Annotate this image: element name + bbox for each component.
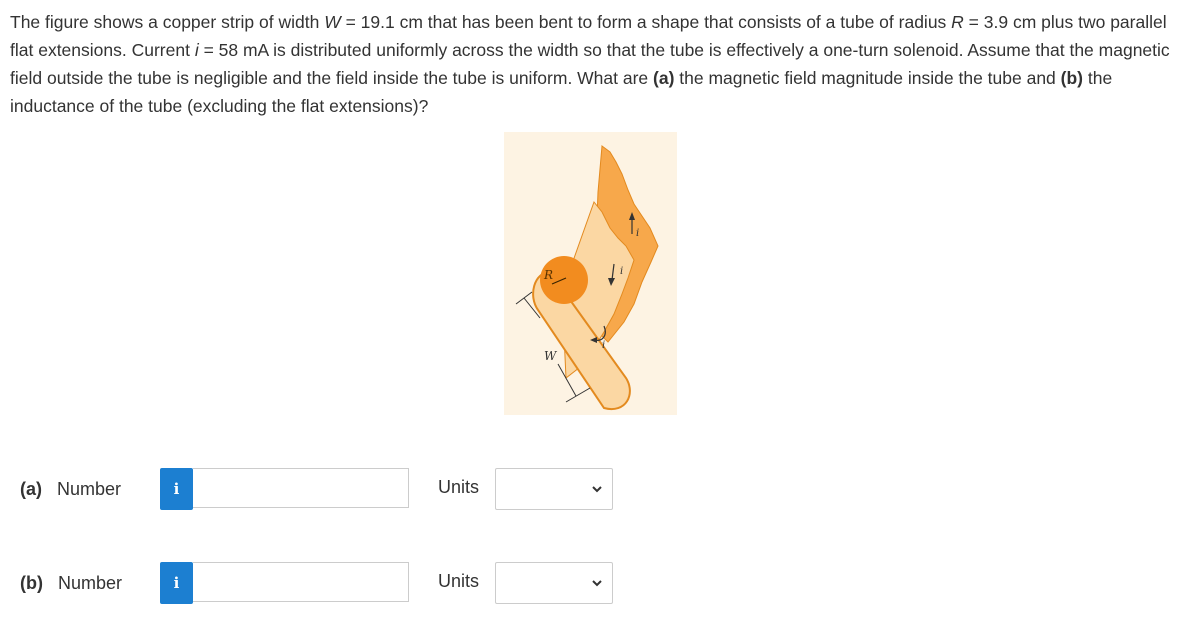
chevron-down-icon [590,482,604,496]
units-label-a: Units [438,477,480,497]
part-a-label: (a) Number [20,479,122,499]
label-i-top: i [636,228,640,239]
label-i-tube: i [602,340,606,351]
symbol-i: i [194,40,199,60]
part-a-marker: (a) [653,68,675,88]
info-icon[interactable]: i [160,562,193,604]
question-part: = 19.1 cm that has been bent to form a shape that consists of a tube of radius [340,12,952,32]
units-select-a[interactable] [495,468,613,510]
label-w: W [544,349,557,363]
number-input-b[interactable] [193,562,409,602]
copper-strip-figure [504,132,677,415]
info-icon[interactable]: i [160,468,193,510]
part-b-label: (b) Number [20,573,123,593]
chevron-down-icon [590,576,604,590]
label-r: R [544,268,554,282]
label-i-mid: i [620,266,624,277]
symbol-r: R [951,12,964,32]
number-input-a[interactable] [193,468,409,508]
units-select-b[interactable] [495,562,613,604]
question-part: = 58 mA is distributed uniformly across the width so that the tube is effectively a one-turn solenoid. Assume that the magnetic field outside the tube is negligible and the field inside the tube is uniform. What are [10,40,1170,88]
question-text [10,8,1170,120]
question-part: = 3.9 cm plus two parallel flat extensions. Current [10,12,1167,60]
symbol-w: W [324,12,341,32]
question-part: the magnetic field magnitude inside the tube and [674,68,1061,88]
question-part: The figure shows a copper strip of width [10,12,325,32]
part-b-marker: (b) [1060,68,1084,88]
question-part: the inductance of the tube (excluding the flat extensions)? [10,68,1113,116]
units-label-b: Units [438,571,480,591]
